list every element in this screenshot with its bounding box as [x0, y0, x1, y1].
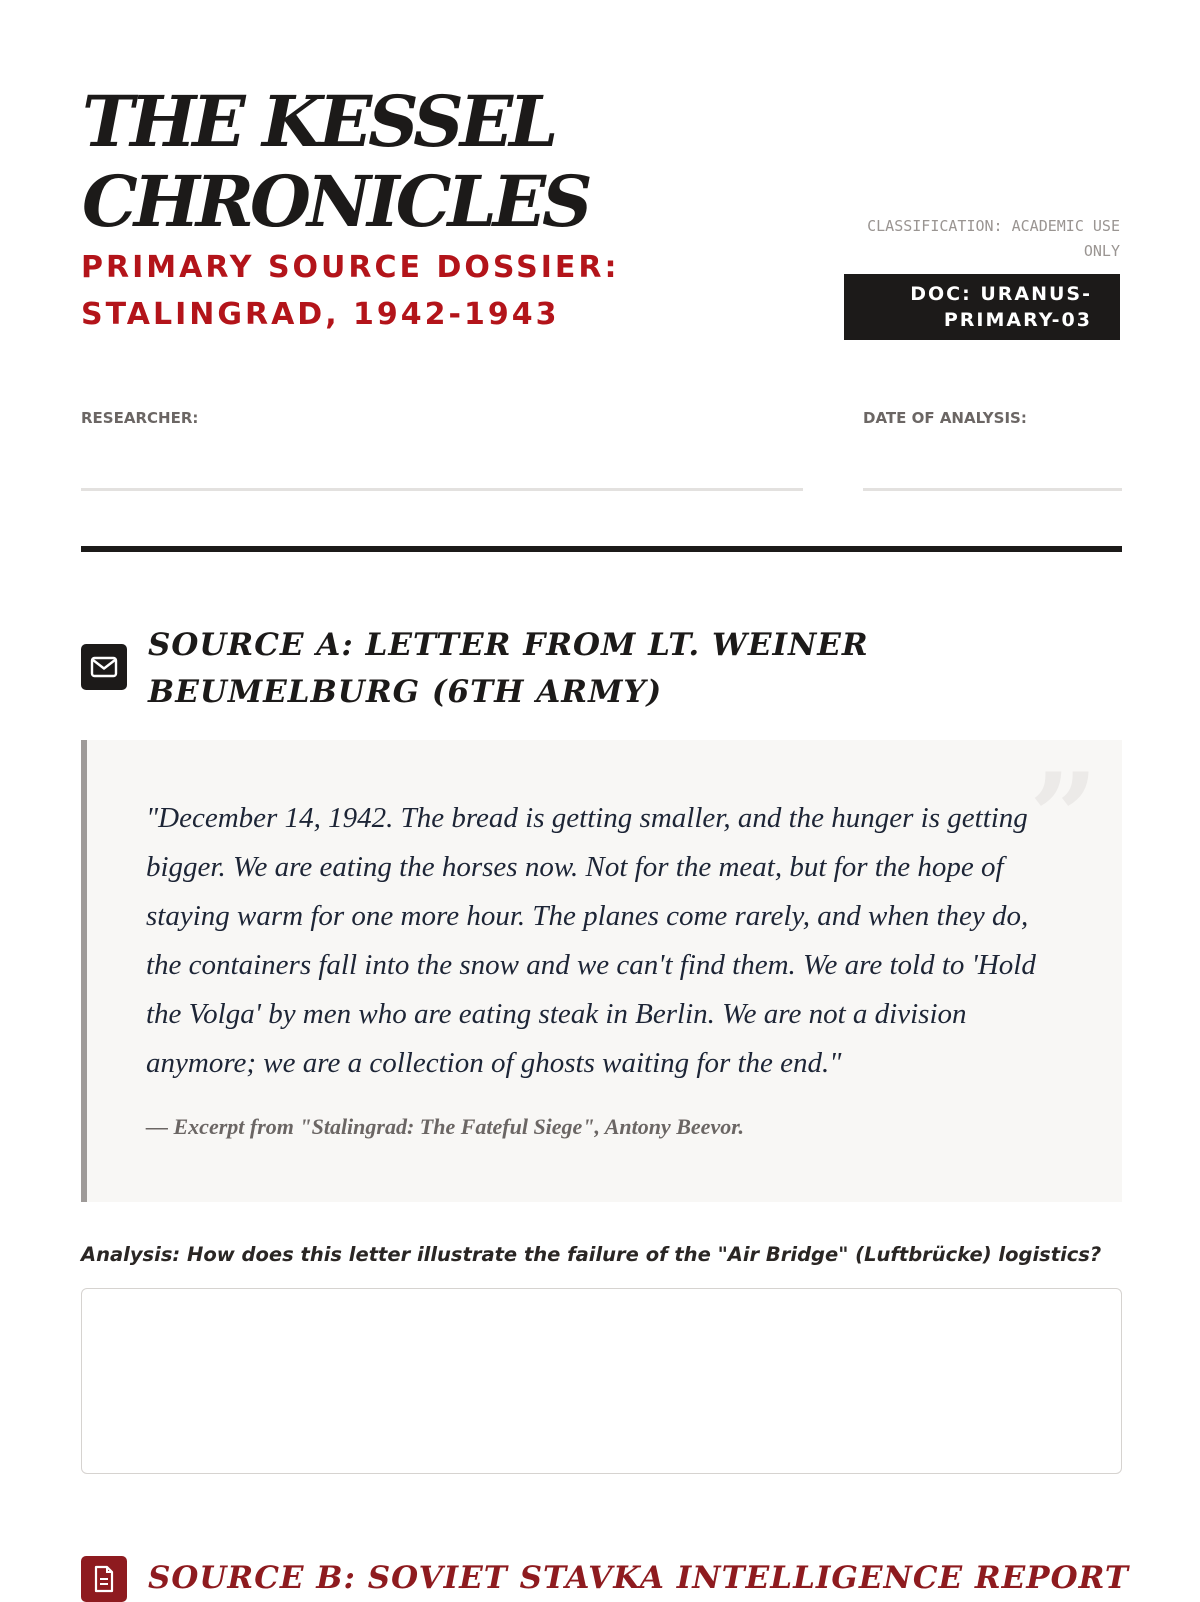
- quote-mark-icon: ”: [1028, 747, 1098, 888]
- envelope-icon: [81, 644, 127, 690]
- source-a-citation: — Excerpt from "Stalingrad: The Fateful Siege", Antony Beevor.: [146, 1114, 745, 1139]
- researcher-field[interactable]: [81, 488, 803, 491]
- source-a-quote-block: [81, 740, 1122, 1202]
- section-divider: [81, 546, 1122, 552]
- source-a-quote: "December 14, 1942. The bread is getting smaller, and the hunger is getting bigger. We are eating the horses now. Not for the meat, but for the hope of staying warm for one more hour. The planes come rarely, and when they do, the containers fall into the snow and we can't find them. We are told to 'Hold the Volga' by men who are eating steak in Berlin. We are not a division anymore; we are a collection of ghosts waiting for the end.": [146, 802, 1036, 1079]
- classification-label: CLASSIFICATION: ACADEMIC USE ONLY: [867, 217, 1120, 260]
- document-id-badge: DOC: URANUS-PRIMARY-03: [844, 274, 1120, 340]
- source-a-analysis-prompt: Analysis: How does this letter illustrate the failure of the "Air Bridge" (Luftbrücke) logistics?: [81, 1243, 1102, 1266]
- researcher-label: RESEARCHER:: [81, 409, 199, 427]
- document-icon: [81, 1556, 127, 1602]
- page-title: THE KESSEL CHRONICLES: [82, 80, 589, 243]
- page-subtitle: PRIMARY SOURCE DOSSIER: STALINGRAD, 1942-1943: [81, 250, 620, 332]
- date-of-analysis-field[interactable]: [863, 488, 1122, 491]
- source-a-answer-input[interactable]: [81, 1288, 1122, 1474]
- date-of-analysis-label: DATE OF ANALYSIS:: [863, 409, 1027, 427]
- source-a-heading: SOURCE A: LETTER FROM LT. WEINER BEUMELBURG (6TH ARMY): [148, 627, 869, 710]
- source-b-heading: SOURCE B: SOVIET STAVKA INTELLIGENCE REPORT: [148, 1560, 1129, 1596]
